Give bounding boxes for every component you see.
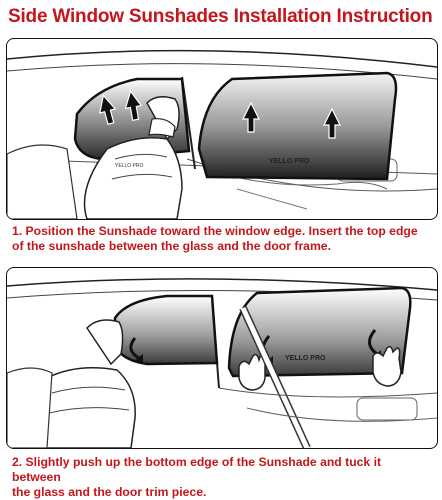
svg-text:YELLO PRO: YELLO PRO (269, 158, 310, 165)
svg-text:YELLO PRO: YELLO PRO (285, 355, 326, 362)
rear-window-sunshade (115, 296, 217, 364)
page-title: Side Window Sunshades Installation Instruction (8, 6, 433, 27)
step-1-line-1: 1. Position the Sunshade toward the window edge. Insert the top edge (12, 224, 418, 238)
step-2-illustration (6, 267, 438, 449)
step-2-caption (12, 455, 430, 500)
step-1-illustration (6, 38, 438, 220)
step-2-line-2: the glass and the door trim piece. (12, 485, 207, 499)
step-1-line-2: of the sunshade between the glass and the door frame. (12, 239, 331, 253)
brand-logo (285, 355, 326, 362)
step-1-caption (12, 224, 430, 254)
svg-text:YELLO PRO: YELLO PRO (115, 163, 144, 169)
step-2-line-1: 2. Slightly push up the bottom edge of the Sunshade and tuck it between (12, 455, 382, 484)
car-interior-drawing-2 (7, 268, 437, 448)
brand-logo (269, 158, 310, 165)
car-interior-drawing-1 (7, 39, 437, 219)
